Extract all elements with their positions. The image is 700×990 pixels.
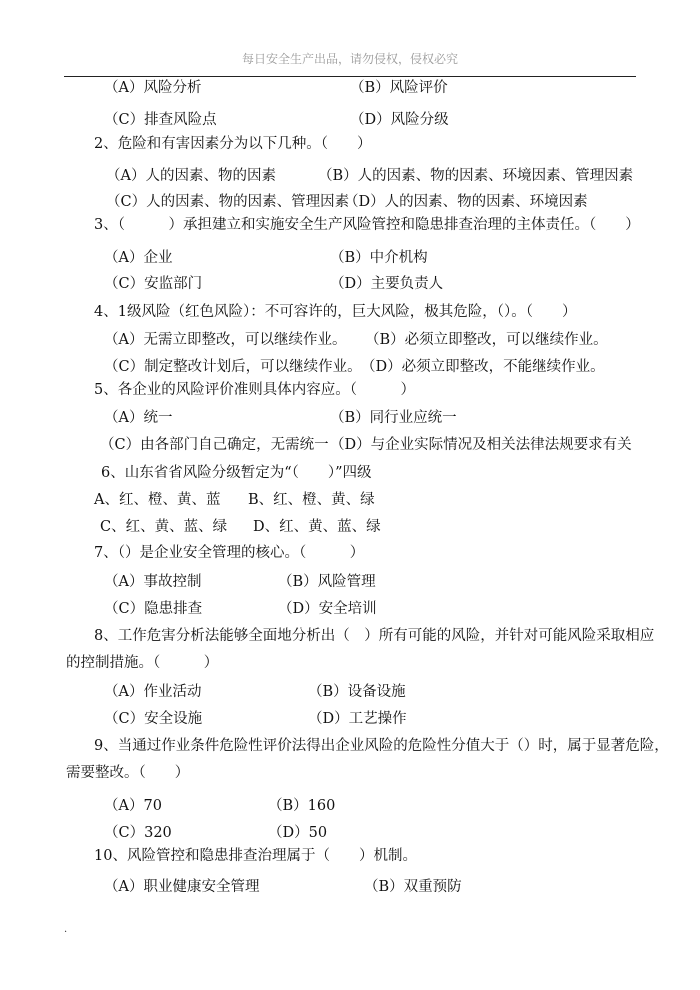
option-text: （A）无需立即整改，可以继续作业。 (104, 332, 347, 348)
option-text: （C）制定整改计划后，可以继续作业。 (104, 359, 362, 375)
option-text: （D）人的因素、物的因素、环境因素 (344, 194, 588, 210)
option-text: （C）由各部门自己确定，无需统一 (100, 437, 329, 453)
option-text: （A）风险分析 (104, 80, 202, 96)
option-text: （C）排查风险点 (104, 112, 217, 128)
option-text: （D）主要负责人 (330, 276, 444, 292)
option-text: （D）与企业实际情况及相关法律法规要求有关 (330, 437, 632, 453)
option-text: （B）必须立即整改，可以继续作业。 (365, 332, 608, 348)
question-text: 4、1级风险（红色风险）：不可容许的，巨大风险，极其危险，（）。（ ） (94, 304, 577, 320)
question-text: 2、危险和有害因素分为以下几种。（ ） (94, 136, 372, 152)
option-text: （A）70 (104, 798, 162, 814)
option-text: （B）同行业应统一 (330, 410, 457, 426)
option-text: （A）人的因素、物的因素 (106, 168, 276, 184)
option-text: （B）160 (268, 798, 336, 814)
option-text: （D）必须立即整改，不能继续作业。 (361, 359, 605, 375)
question-text: 需要整改。（ ） (66, 765, 190, 781)
watermark-header: 每日安全生产出品，请勿侵权，侵权必究 (241, 52, 458, 66)
option-text: （C）安全设施 (104, 711, 203, 727)
option-text: （B）人的因素、物的因素、环境因素、管理因素 (318, 168, 634, 184)
option-text: （B）风险评价 (350, 80, 448, 96)
option-text: （A）企业 (104, 250, 173, 266)
question-text: 8、工作危害分析法能够全面地分析出（ ）所有可能的风险，并针对可能风险采取相应 (94, 628, 655, 644)
option-text: （C）人的因素、物的因素、管理因素 (106, 194, 350, 210)
option-text: （C）安监部门 (104, 276, 203, 292)
question-text: 7、（）是企业安全管理的核心。（ ） (94, 545, 365, 561)
option-text: （D）工艺操作 (308, 711, 407, 727)
option-text: （B）中介机构 (330, 250, 428, 266)
question-text: 6、山东省省风险分级暂定为“（ ）”四级 (101, 465, 372, 481)
option-text: C、红、黄、蓝、绿 (100, 519, 228, 535)
option-text: （C）隐患排查 (104, 601, 203, 617)
footer-dot: . (64, 924, 68, 935)
header-rule (64, 76, 636, 77)
question-text: 的控制措施。（ ） (66, 655, 219, 671)
option-text: （A）作业活动 (104, 684, 202, 700)
option-text: （B）双重预防 (364, 879, 462, 895)
option-text: （D）安全培训 (278, 601, 377, 617)
option-text: （A）事故控制 (104, 574, 202, 590)
question-text: 3、（ ）承担建立和实施安全生产风险管控和隐患排查治理的主体责任。（ ） (94, 217, 640, 233)
option-text: （A）统一 (104, 410, 173, 426)
option-text: A、红、橙、黄、蓝 (94, 492, 221, 508)
question-text: 10、风险管控和隐患排查治理属于（ ）机制。 (94, 848, 417, 864)
option-text: （A）职业健康安全管理 (104, 879, 260, 895)
question-text: 5、各企业的风险评价准则具体内容应。（ ） (94, 382, 415, 398)
option-text: （B）风险管理 (278, 574, 376, 590)
option-text: （D）风险分级 (350, 112, 449, 128)
option-text: （B）设备设施 (308, 684, 406, 700)
option-text: （C）320 (104, 825, 172, 841)
question-text: 9、当通过作业条件危险性评价法得出企业风险的危险性分值大于（）时，属于显著危险， (94, 738, 669, 754)
option-text: D、红、黄、蓝、绿 (253, 519, 381, 535)
option-text: （D）50 (268, 825, 328, 841)
option-text: B、红、橙、黄、绿 (248, 492, 375, 508)
